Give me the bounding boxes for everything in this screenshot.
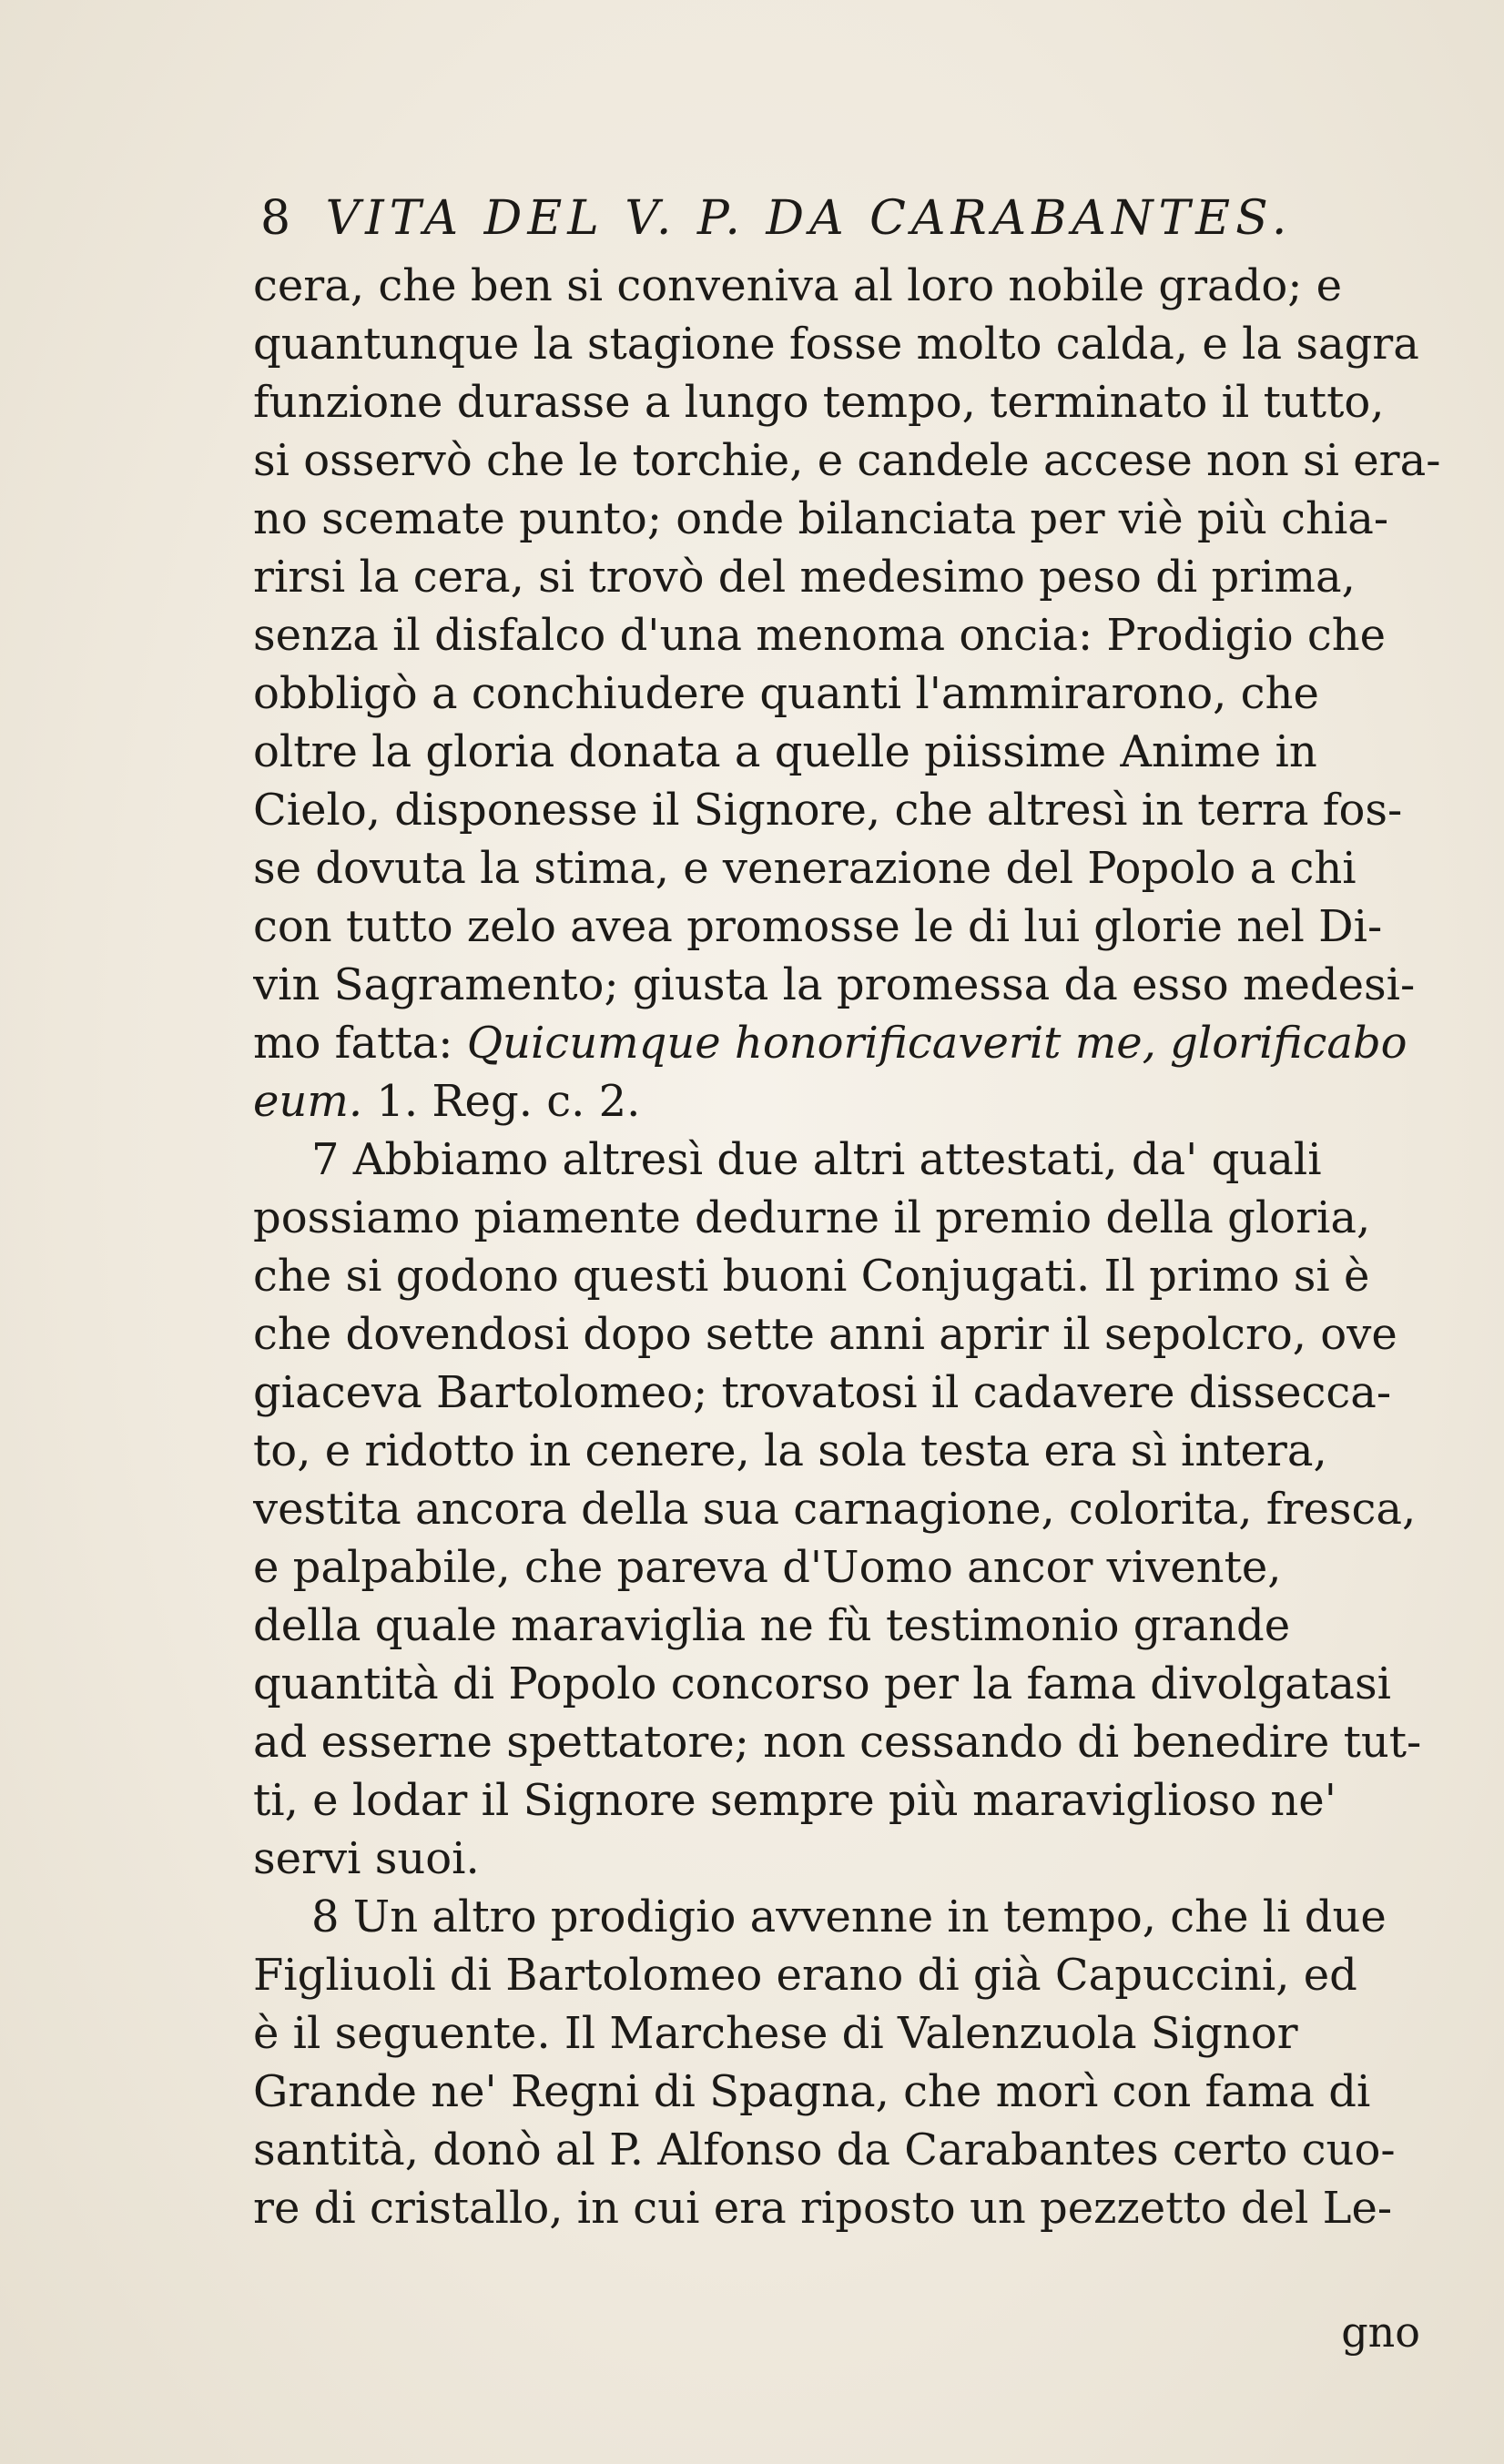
text-line: cera, che ben si conveniva al loro nobile grado; e [253,260,1343,311]
text-line-with-quote [253,1072,1491,1131]
latin-quote: Quicumque honorificaverit me, glorificabo [466,1018,1407,1069]
text-line: re di cristallo, in cui era riposto un pezzetto del Le- [253,2183,1393,2234]
text-line: vestita ancora della sua carnagione, colorita, fresca, [253,1484,1417,1535]
text-line: Grande ne' Regni di Spagna, che morì con fama di [253,2066,1371,2117]
paragraph-8-line: 8 Un altro prodigio avvenne in tempo, che li due [311,1891,1387,1942]
text-line: si osservò che le torchie, e candele accese non si era- [253,435,1441,486]
text-line-with-quote [253,1014,1491,1072]
text-line: rirsi la cera, si trovò del medesimo peso di prima, [253,552,1356,603]
page-number: 8 [260,191,291,246]
text-line: e palpabile, che pareva d'Uomo ancor vivente, [253,1542,1282,1593]
text-line: oltre la gloria donata a quelle piissime Anime in [253,726,1317,777]
text-line: senza il disfalco d'una menoma oncia: Prodigio che [253,610,1387,661]
text-line: Figliuoli di Bartolomeo erano di già Capuccini, ed [253,1950,1357,2001]
latin-quote-end: eum. [253,1076,363,1127]
text-line: servi suoi. [253,1833,480,1884]
text-line: no scemate punto; onde bilanciata per viè più chia- [253,493,1389,544]
catchword: gno [1341,2307,1420,2357]
text-line: quantità di Popolo concorso per la fama divolgatasi [253,1658,1391,1709]
text-line: con tutto zelo avea promosse le di lui glorie nel Di- [253,901,1383,952]
text-line: vin Sagramento; giusta la promessa da esso medesi- [253,959,1416,1010]
text-line: della quale maraviglia ne fù testimonio grande [253,1600,1291,1651]
text-line: ti, e lodar il Signore sempre più maraviglioso ne' [253,1775,1336,1826]
text-line: che dovendosi dopo sette anni aprir il sepolcro, ove [253,1309,1397,1360]
body-text [253,257,1491,2237]
text-line: ad esserne spettatore; non cessando di benedire tut- [253,1717,1422,1768]
text-line: che si godono questi buoni Conjugati. Il primo si è [253,1251,1370,1302]
text-line: possiamo piamente dedurne il premio della gloria, [253,1192,1371,1243]
running-header [260,187,1444,250]
text-line: Cielo, disponesse il Signore, che altresì in terra fos- [253,785,1403,836]
text-line: funzione durasse a lungo tempo, terminato il tutto, [253,377,1385,428]
paragraph-7-line: 7 Abbiamo altresì due altri attestati, da' quali [311,1134,1322,1185]
text-line: obbligò a conchiudere quanti l'ammirarono, che [253,668,1319,719]
text-line: santità, donò al P. Alfonso da Carabantes certo cuo- [253,2124,1396,2175]
text-line: quantunque la stagione fosse molto calda, e la sagra [253,319,1419,370]
text-line: è il seguente. Il Marchese di Valenzuola Signor [253,2008,1298,2059]
text-line: to, e ridotto in cenere, la sola testa era sì intera, [253,1425,1327,1476]
text-segment: mo fatta: [253,1018,453,1069]
running-title: VITA DEL V. P. DA CARABANTES. [325,191,1293,246]
text-line: giaceva Bartolomeo; trovatosi il cadavere dissecca- [253,1367,1392,1418]
scripture-reference: 1. Reg. c. 2. [376,1076,641,1127]
text-line: se dovuta la stima, e venerazione del Popolo a chi [253,843,1357,894]
